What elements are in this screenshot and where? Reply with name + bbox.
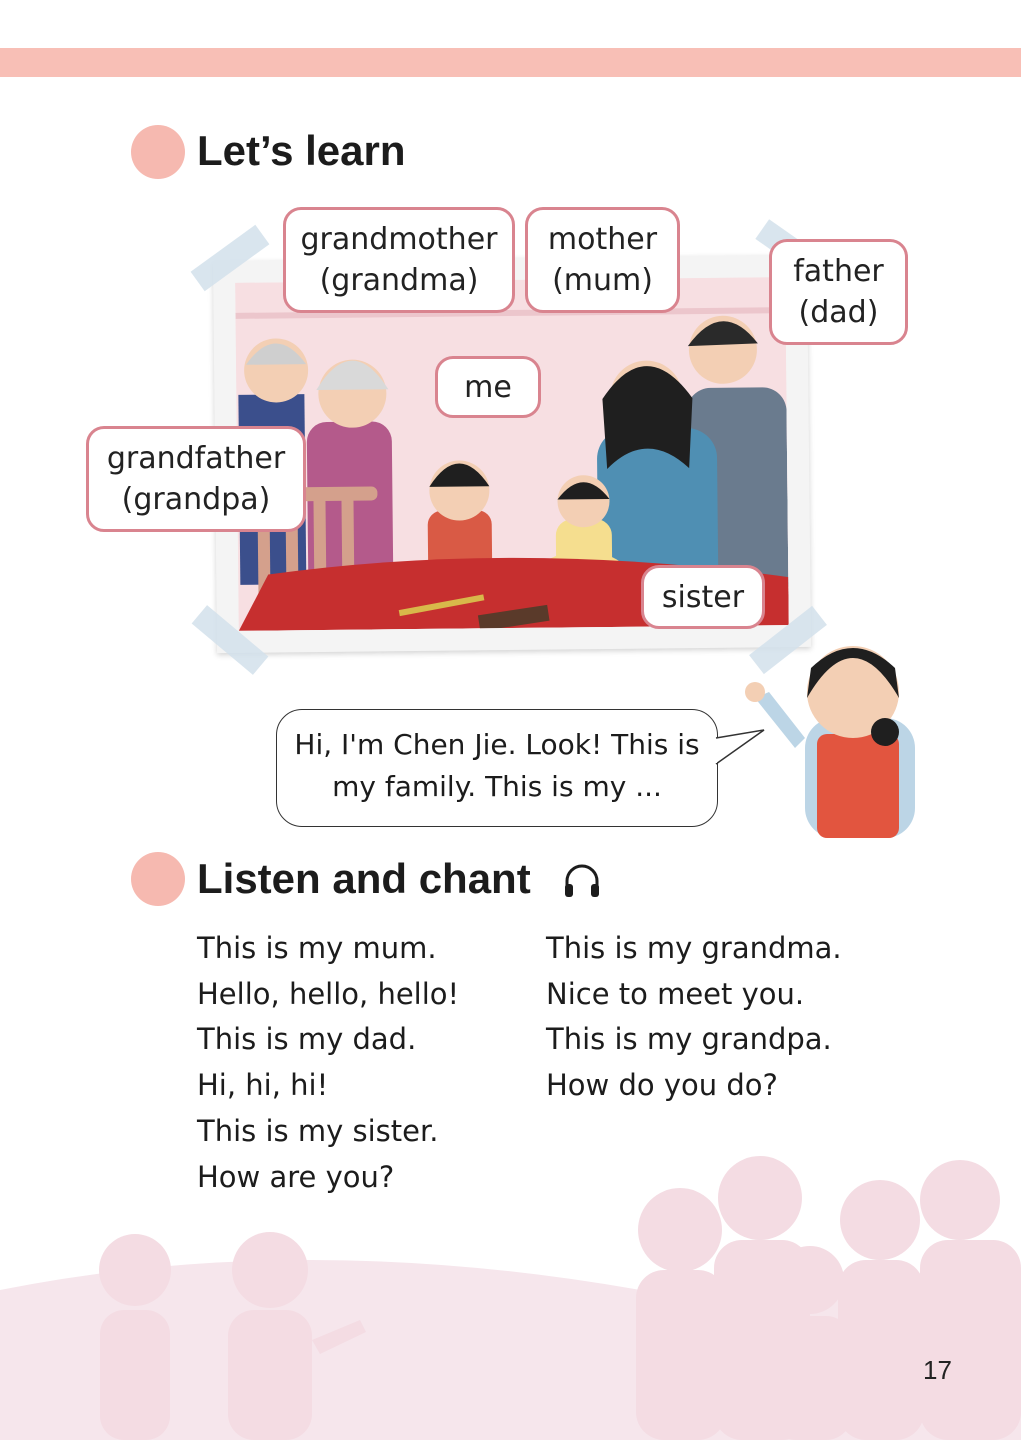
speech-line-2: my family. This is my ... [332,770,662,803]
speech-bubble [276,709,718,827]
speech-line-1: Hi, I'm Chen Jie. Look! This is [294,728,700,761]
page-number: 17 [923,1355,952,1385]
chant-left-line: This is my mum. [197,931,437,965]
tag-me [435,356,541,418]
headphones-icon[interactable] [563,862,601,900]
chant-left-line: How are you? [197,1160,395,1194]
tag-sister-word: sister [661,579,745,615]
section-bullet [131,852,185,906]
tag-grandmother-word: grandmother [300,222,498,257]
tag-grandfather-short: (grandpa) [121,482,271,517]
family-silhouette-decoration [0,1140,1021,1440]
lets-learn-title: Let’s learn [197,127,406,174]
chant-left-line: This is my sister. [197,1114,439,1148]
tag-grandfather-word: grandfather [106,441,286,476]
tag-grandfather [86,426,306,532]
tag-mother [525,207,680,313]
tag-sister [641,565,765,629]
tag-grandmother [283,207,515,313]
tag-mother-short: (mum) [552,263,653,298]
section-bullet [131,125,185,179]
chant-right-line: Nice to meet you. [546,977,805,1011]
chant-left-line: This is my dad. [197,1022,417,1056]
tag-me-word: me [464,369,512,405]
chant-left-line: Hello, hello, hello! [197,977,460,1011]
chen-jie-character [735,628,915,838]
tag-grandmother-short: (grandma) [319,263,479,298]
tag-mother-word: mother [547,222,658,257]
chant-right-line: How do you do? [546,1068,778,1102]
tag-father-word: father [793,254,884,289]
chant-right-line: This is my grandma. [546,931,842,965]
tag-father [769,239,908,345]
tag-father-short: (dad) [798,295,879,330]
listen-and-chant-title: Listen and chant [197,855,531,902]
top-band [0,48,1021,77]
chant-left-line: Hi, hi, hi! [197,1068,329,1102]
chant-right-line: This is my grandpa. [546,1022,832,1056]
